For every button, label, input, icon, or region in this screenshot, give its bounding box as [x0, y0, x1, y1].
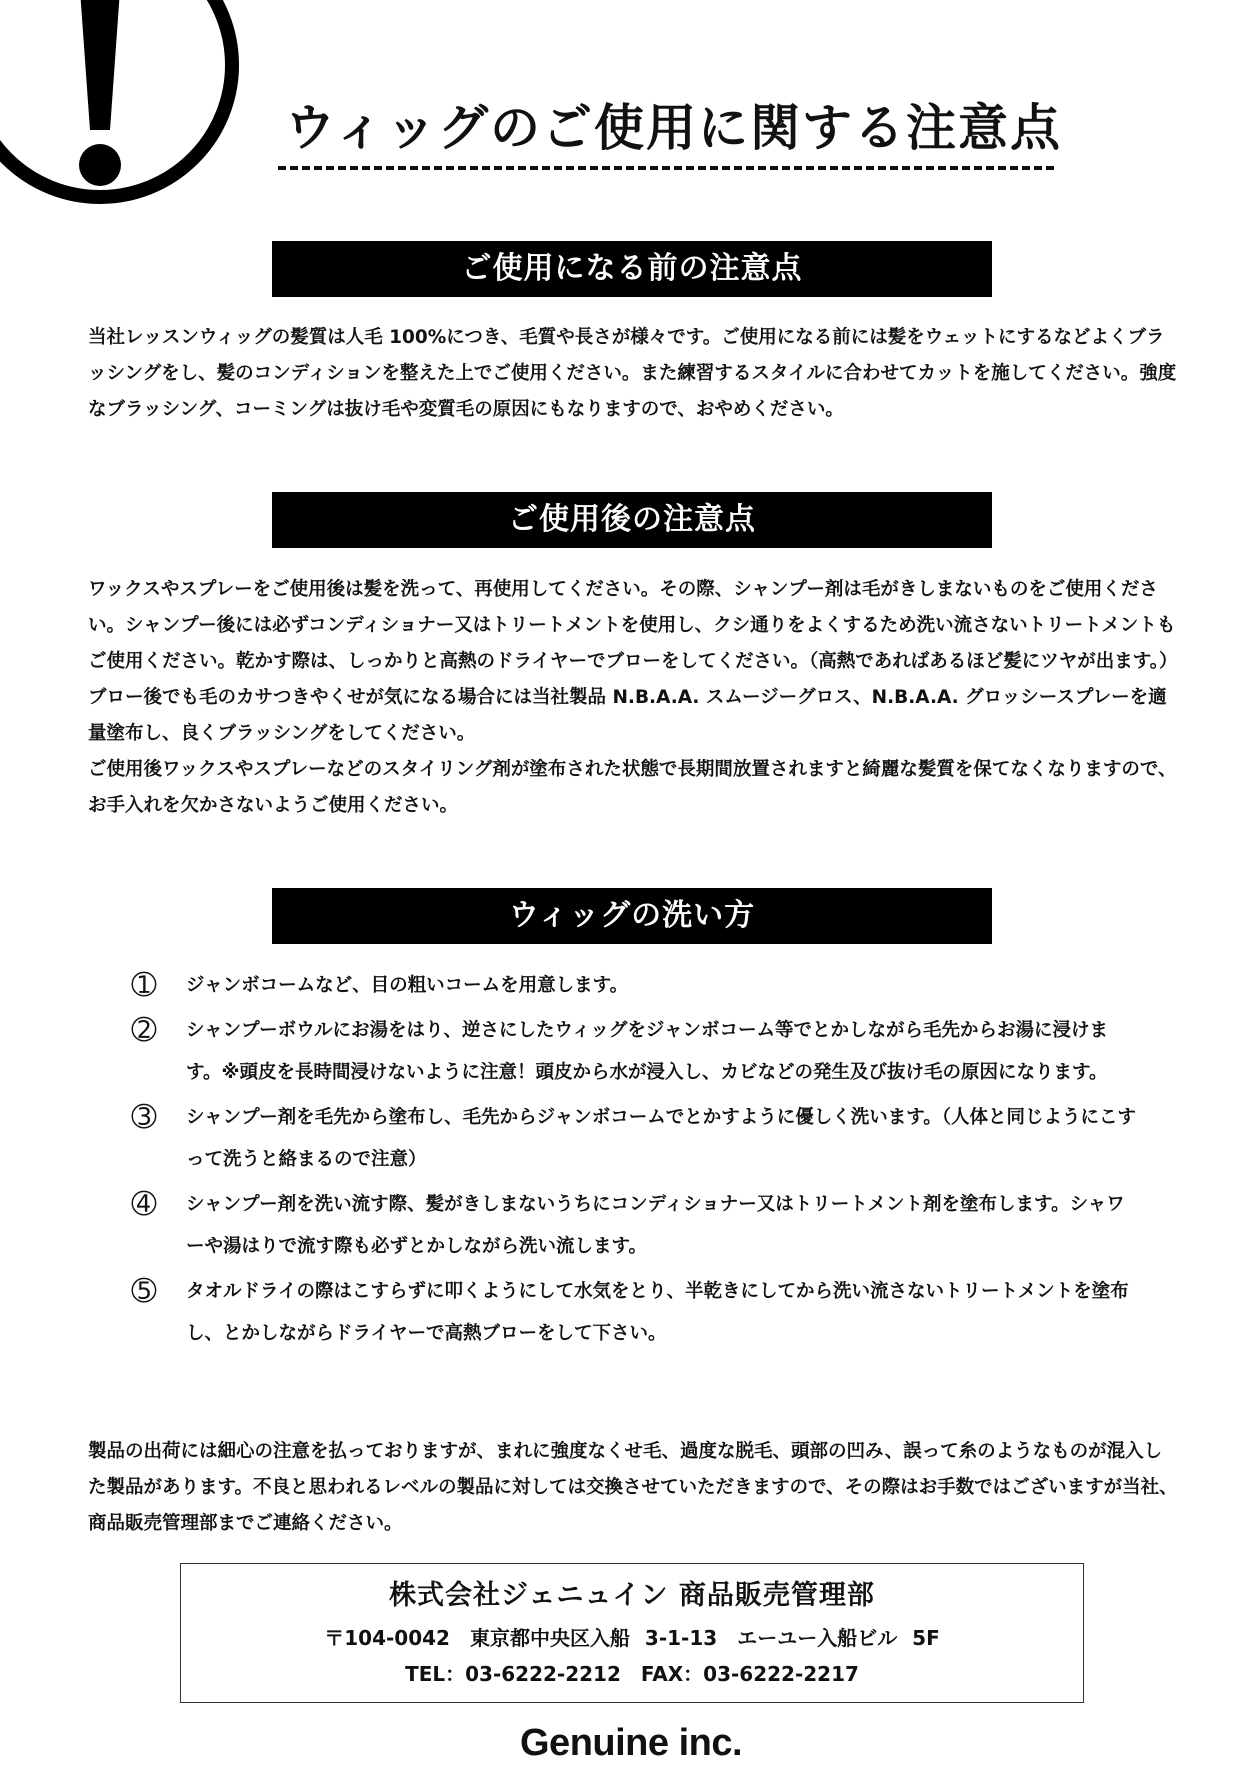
section-heading-washing: ウィッグの洗い方: [272, 888, 992, 944]
washing-step-3: [128, 1100, 1138, 1181]
before-use-text: 当社レッスンウィッグの髪質は人毛 100%につき、毛質や長さが様々です。ご使用になる前には髪をウェットにするなどよくブラッシングをし、髪のコンディションを整えた上でご使用ください。また練習するスタイルに合わせてカットを施してください。強度なブラッシング、コーミングは抜け毛や変質毛の原因にもなりますので、おやめください。: [88, 327, 1177, 420]
step-number-3: ➂: [131, 1100, 157, 1135]
step-number-2: ➁: [131, 1013, 157, 1048]
company-contact-box: [180, 1563, 1084, 1703]
step-text-5: タオルドライの際はこすらずに叩くようにして水気をとり、半乾きにしてから洗い流さないトリートメントを塗布し、とかしながらドライヤーで高熱ブローをして下さい。: [186, 1281, 1129, 1344]
warning-icon: [0, 0, 240, 240]
step-text-1: ジャンボコームなど、目の粗いコームを用意します。: [186, 975, 629, 996]
washing-steps: [128, 968, 1138, 1361]
genuine-logo: Genuine inc.: [520, 1722, 743, 1764]
section-heading-after-use: ご使用後の注意点: [272, 492, 992, 548]
company-phone-fax: TEL：03-6222-2212 FAX：03-6222-2217: [405, 1662, 859, 1686]
company-name: 株式会社ジェニュイン 商品販売管理部: [389, 1580, 875, 1611]
after-use-text: ワックスやスプレーをご使用後は髪を洗って、再使用してください。その際、シャンプー剤は毛がきしまないものをご使用ください。シャンプー後には必ずコンディショナー又はトリートメントを使用し、クシ通りをよくするため洗い流さないトリートメントもご使用ください。乾かす際は、しっかりと高熱のドライヤーでブローをしてください。（高熱であればあるほど髪にツヤが出ます。）ブロー後でも毛のカサつきやくせが気になる場合には当社製品 N.B.A.A. スムージーグロス、N.B.A.A. グロッシースプレーを適量塗布し、良くブラッシングをしてください。: [88, 579, 1178, 744]
washing-step-2: [128, 1013, 1138, 1094]
step-number-5: ➄: [131, 1274, 157, 1309]
shipping-notice: 製品の出荷には細心の注意を払っておりますが、まれに強度なくせ毛、過度な脱毛、頭部の凹み、誤って糸のようなものが混入した製品があります。不良と思われるレベルの製品に対しては交換させていただきますので、その際はお手数ではございますが当社、商品販売管理部までご連絡ください。: [88, 1441, 1178, 1534]
step-text-4: シャンプー剤を洗い流す際、髪がきしまないうちにコンディショナー又はトリートメント剤を塗布します。シャワーや湯はりで流す際も必ずとかしながら洗い流します。: [186, 1194, 1125, 1257]
company-address: 〒104-0042 東京都中央区入船 3-1-13 エーユー入船ビル 5F: [324, 1626, 940, 1650]
page-title: ウィッグのご使用に関する注意点: [285, 99, 1062, 157]
title-dashed-rule: [278, 166, 1054, 170]
step-number-4: ➃: [131, 1187, 157, 1222]
step-text-3: シャンプー剤を毛先から塗布し、毛先からジャンボコームでとかすように優しく洗います。（人体と同じようにこすって洗うと絡まるので注意）: [186, 1107, 1136, 1170]
after-use-text-2: ご使用後ワックスやスプレーなどのスタイリング剤が塗布された状態で長期間放置されますと綺麗な髪質を保てなくなりますので、お手入れを欠かさないようご使用ください。: [88, 759, 1177, 816]
step-text-2: シャンプーボウルにお湯をはり、逆さにしたウィッグをジャンボコーム等でとかしながら毛先からお湯に浸けます。※頭皮を長時間浸けないように注意！頭皮から水が浸入し、カビなどの発生及び抜け毛の原因になります。: [186, 1020, 1109, 1083]
washing-step-5: [128, 1274, 1138, 1355]
washing-step-1: [128, 968, 1138, 1007]
section-heading-before-use: ご使用になる前の注意点: [272, 241, 992, 297]
washing-step-4: [128, 1187, 1138, 1268]
step-number-1: ➀: [131, 968, 157, 1003]
